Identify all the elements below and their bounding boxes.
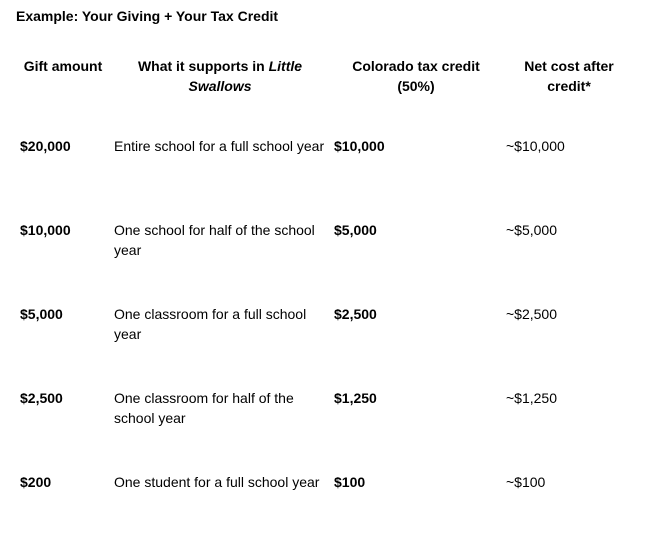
header-supports-program-name: Little Swallows bbox=[188, 58, 303, 94]
net-cost-cell: ~$10,000 bbox=[506, 138, 565, 154]
gift-amount-cell: $5,000 bbox=[20, 306, 63, 322]
tax-credit-cell: $2,500 bbox=[334, 306, 377, 322]
supports-cell: One classroom for a full school year bbox=[114, 306, 307, 342]
supports-cell: Entire school for a full school year bbox=[114, 138, 325, 154]
gift-amount-cell: $10,000 bbox=[20, 222, 71, 238]
tax-credit-cell: $100 bbox=[334, 474, 366, 490]
tax-credit-cell: $5,000 bbox=[334, 222, 377, 238]
giving-tax-credit-table bbox=[16, 53, 636, 553]
header-what-it-supports bbox=[110, 53, 330, 133]
table-header-row bbox=[16, 53, 636, 133]
header-gift-amount: Gift amount bbox=[23, 58, 103, 74]
tax-credit-cell: $1,250 bbox=[334, 390, 377, 406]
table-row bbox=[16, 217, 636, 301]
page-title: Example: Your Giving + Your Tax Credit bbox=[16, 8, 279, 24]
supports-cell: One classroom for half of the school year bbox=[114, 390, 294, 426]
table-row bbox=[16, 469, 636, 553]
header-tax-credit: Colorado tax credit (50%) bbox=[352, 58, 480, 94]
supports-cell: One student for a full school year bbox=[114, 474, 320, 490]
supports-cell: One school for half of the school year bbox=[114, 222, 315, 258]
gift-amount-cell: $20,000 bbox=[20, 138, 71, 154]
net-cost-cell: ~$100 bbox=[506, 474, 546, 490]
header-net-cost: Net cost after credit* bbox=[524, 58, 614, 94]
table-row bbox=[16, 133, 636, 217]
gift-amount-cell: $200 bbox=[20, 474, 52, 490]
table-row bbox=[16, 301, 636, 385]
net-cost-cell: ~$1,250 bbox=[506, 390, 557, 406]
net-cost-cell: ~$5,000 bbox=[506, 222, 557, 238]
net-cost-cell: ~$2,500 bbox=[506, 306, 557, 322]
header-supports-prefix: What it supports in bbox=[137, 58, 269, 74]
table-row bbox=[16, 385, 636, 469]
gift-amount-cell: $2,500 bbox=[20, 390, 63, 406]
tax-credit-cell: $10,000 bbox=[334, 138, 385, 154]
